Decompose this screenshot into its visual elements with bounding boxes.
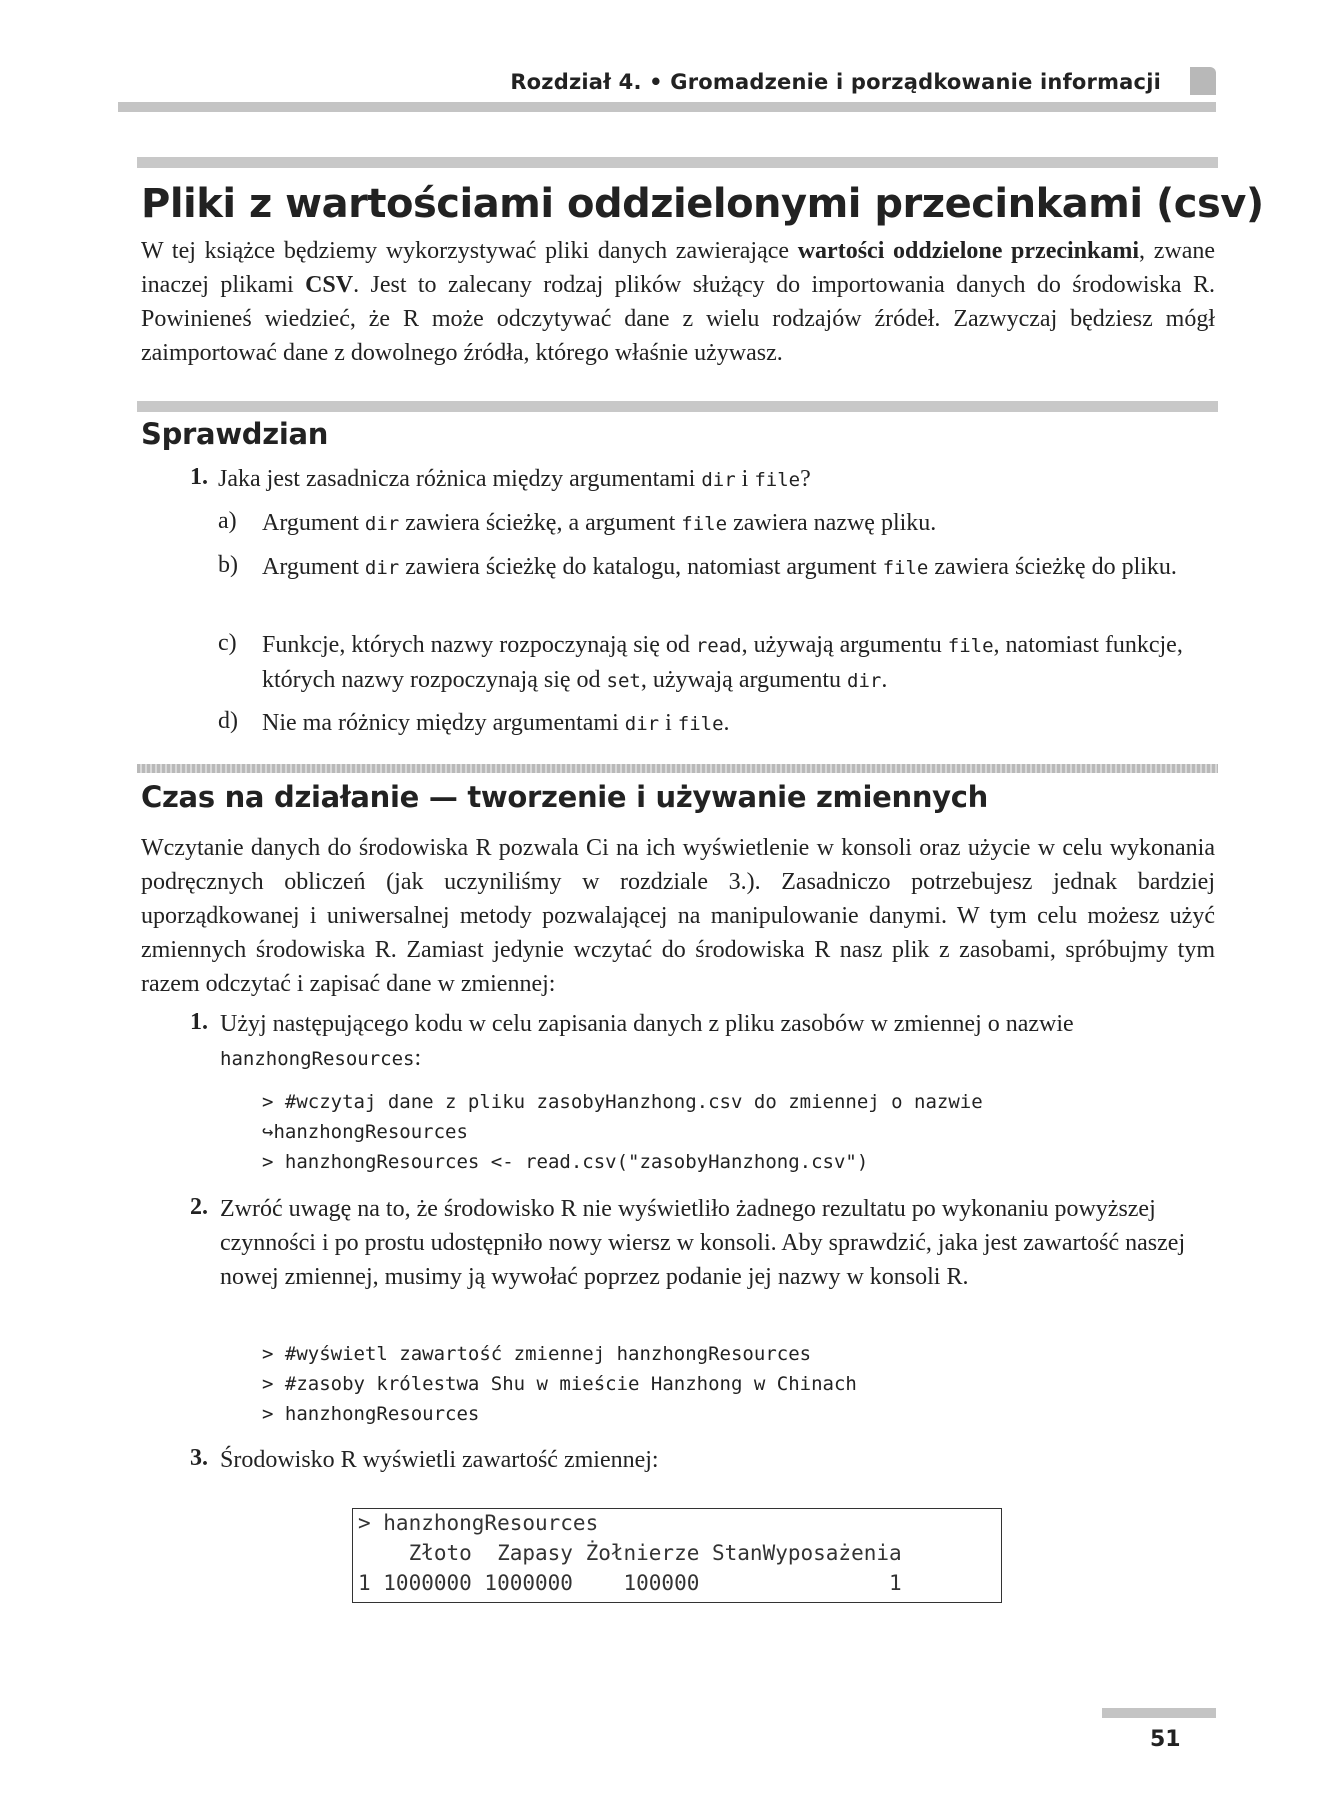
console-line: 1 1000000 1000000 100000 1	[358, 1571, 902, 1595]
footer-rule	[1102, 1708, 1216, 1718]
step-number: 2.	[190, 1194, 208, 1220]
running-header	[118, 60, 1216, 112]
question-number: 1.	[190, 464, 208, 490]
option-c: Funkcje, których nazwy rozpoczynają się od read, używają argumentu file, natomiast funkcje, których nazwy rozpoczynają się od set, używają argumentu dir.	[262, 632, 1183, 693]
step-number: 1.	[190, 1009, 208, 1035]
option-letter: a)	[218, 508, 237, 534]
intro-bold-term: wartości oddzielone przecinkami	[797, 238, 1140, 264]
option-b: Argument dir zawiera ścieżkę do katalogu, natomiast argument file zawiera ścieżkę do pliku.	[262, 554, 1177, 580]
section-divider	[137, 401, 1218, 412]
page-title: Pliki z wartościami oddzielonymi przecinkami (csv)	[141, 181, 1264, 227]
code-line: > #wyświetl zawartość zmiennej hanzhongResources	[262, 1343, 812, 1365]
code-line: > #wczytaj dane z pliku zasobyHanzhong.csv do zmiennej o nazwie	[262, 1091, 983, 1113]
console-output-screenshot	[352, 1508, 1002, 1603]
intro-bold-csv: CSV	[305, 272, 354, 298]
option-a: Argument dir zawiera ścieżkę, a argument file zawiera nazwę pliku.	[262, 510, 937, 536]
option-d: Nie ma różnicy między argumentami dir i file.	[262, 710, 730, 736]
page-tab-marker	[1190, 67, 1216, 95]
page-number: 51	[1150, 1727, 1181, 1752]
step-2-text: Zwróć uwagę na to, że środowisko R nie wyświetliło żadnego rezultatu po wykonaniu powyższej czynności i po prostu udostępniło nowy wiersz w konsoli. Aby sprawdzić, jaka jest zawartość naszej nowej zmiennej, musimy ją wywołać poprzez podanie jej nazwy w konsoli R.	[220, 1196, 1186, 1290]
action-heading: Czas na działanie — tworzenie i używanie zmiennych	[141, 780, 989, 814]
option-letter: b)	[218, 552, 238, 578]
option-letter: c)	[218, 630, 237, 656]
step-number: 3.	[190, 1445, 208, 1471]
code-line: > hanzhongResources	[262, 1403, 480, 1425]
section-divider	[137, 157, 1218, 168]
question-text: Jaka jest zasadnicza różnica między argumentami dir i file?	[218, 466, 811, 492]
intro-paragraph: W tej książce będziemy wykorzystywać pliki danych zawierające wartości oddzielone przecinkami, zwane inaczej plikami CSV. Jest to zalecany rodzaj plików służący do importowania danych do środowiska R. Powinieneś wiedzieć, że R może odczytywać dane z wielu rodzajów źródeł. Zazwyczaj będziesz mógł zaimportować dane z dowolnego źródła, którego właśnie używasz.	[141, 238, 1215, 366]
option-letter: d)	[218, 708, 238, 734]
console-line: > hanzhongResources	[358, 1511, 599, 1535]
code-line: ↪hanzhongResources	[262, 1121, 468, 1143]
step-3-text: Środowisko R wyświetli zawartość zmiennej:	[220, 1447, 659, 1473]
code-line: > #zasoby królestwa Shu w mieście Hanzhong w Chinach	[262, 1373, 857, 1395]
running-header-text: Rozdział 4. • Gromadzenie i porządkowanie informacji	[510, 70, 1161, 94]
section-divider-dotted	[137, 764, 1218, 773]
action-intro-paragraph: Wczytanie danych do środowiska R pozwala Ci na ich wyświetlenie w konsoli oraz użycie w celu wykonania podręcznych obliczeń (jak uczyniliśmy w rozdziale 3.). Zasadniczo potrzebujesz jednak bardziej uporządkowanej i uniwersalnej metody pozwalającej na manipulowanie danymi. W tym celu możesz użyć zmiennych środowiska R. Zamiast jedynie wczytać do środowiska R nasz plik z zasobami, spróbujmy tym razem odczytać i zapisać dane w zmiennej:	[141, 835, 1215, 997]
step-1-text: Użyj następującego kodu w celu zapisania danych z pliku zasobów w zmiennej o nazwie hanzhongResources:	[220, 1011, 1074, 1071]
console-line: Złoto Zapasy Żołnierze StanWyposażenia	[358, 1541, 902, 1565]
code-line: > hanzhongResources <- read.csv("zasobyHanzhong.csv")	[262, 1151, 869, 1173]
header-rule	[118, 102, 1216, 112]
quiz-heading: Sprawdzian	[141, 417, 329, 451]
